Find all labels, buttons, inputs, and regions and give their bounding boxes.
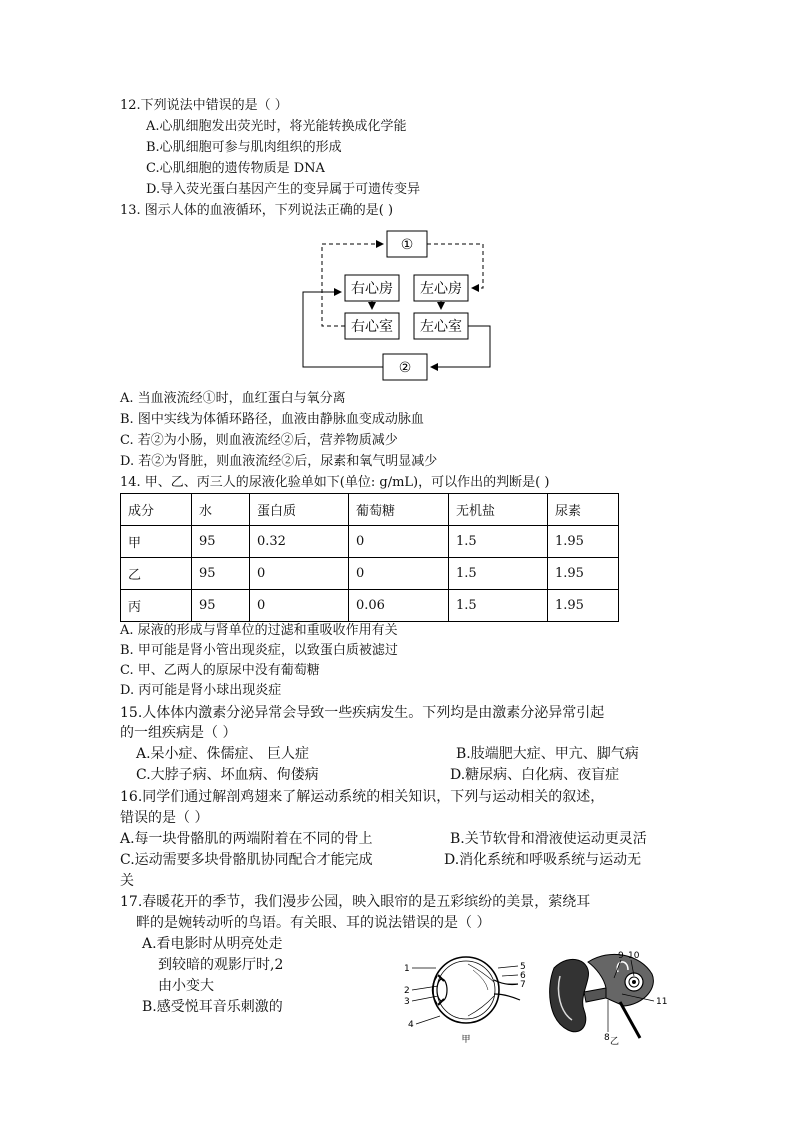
- eye-label-6: 6: [520, 971, 526, 981]
- table-header: 葡萄糖: [349, 494, 449, 526]
- eye-label-2: 2: [404, 986, 410, 996]
- table-header: 水: [192, 494, 250, 526]
- q13-stem: 13. 图示人体的血液循环，下列说法正确的是( ): [120, 203, 394, 218]
- q14-stem: 14. 甲、乙、丙三人的尿液化验单如下(单位: g/mL)，可以作出的判断是( ): [120, 475, 550, 490]
- eye-diagram: [398, 950, 538, 1046]
- q16-option-a: A.每一块骨骼肌的两端附着在不同的骨上: [120, 831, 373, 847]
- ear-diagram: [540, 948, 680, 1046]
- q12-option-b: B.心肌细胞可参与肌肉组织的形成: [146, 140, 342, 155]
- ear-label-10: 10: [628, 951, 640, 961]
- q15-option-d: D.糖尿病、白化病、夜盲症: [450, 767, 620, 783]
- blood-circulation-diagram: [290, 228, 500, 383]
- table-cell: 95: [192, 558, 250, 590]
- table-cell: 0: [349, 558, 449, 590]
- ear-caption: 乙: [610, 1037, 620, 1046]
- q13-option-c: C. 若②为小肠，则血液流经②后，营养物质减少: [120, 433, 398, 448]
- table-header: 成分: [121, 494, 192, 526]
- q16-option-d-continuation: 关: [120, 873, 134, 889]
- right-ventricle-label: 右心室: [351, 319, 393, 335]
- table-cell: 95: [192, 590, 250, 622]
- q15-stem-line2: 的一组疾病是（ ）: [120, 725, 237, 741]
- q15-option-a: A.呆小症、侏儒症、 巨人症: [136, 746, 310, 762]
- q12-stem: 12.下列说法中错误的是（ ）: [120, 98, 288, 113]
- q17-option-a-line2: 到较暗的观影厅时,2: [158, 957, 284, 973]
- q15-option-c: C.大脖子病、坏血病、佝偻病: [136, 767, 319, 783]
- q14-option-d: D. 丙可能是肾小球出现炎症: [120, 683, 282, 698]
- q14-option-a: A. 尿液的形成与肾单位的过滤和重吸收作用有关: [120, 623, 398, 638]
- table-header: 蛋白质: [250, 494, 349, 526]
- q17-option-b: B.感受悦耳音乐刺激的: [142, 999, 283, 1015]
- ear-label-9: 9: [618, 951, 624, 961]
- left-atrium-label: 左心房: [420, 281, 462, 297]
- q12-option-d: D.导入荧光蛋白基因产生的变异属于可遗传变异: [146, 182, 421, 197]
- q15-option-b: B.肢端肥大症、甲亢、脚气病: [456, 746, 639, 762]
- table-cell: 1.95: [548, 558, 619, 590]
- table-cell: 乙: [121, 558, 192, 590]
- lens-icon: [437, 979, 447, 1001]
- table-cell: 0.06: [349, 590, 449, 622]
- q17-option-a-line3: 由小变大: [158, 978, 214, 994]
- table-cell: 0: [250, 558, 349, 590]
- table-cell: 甲: [121, 526, 192, 558]
- q17-option-a-line1: A.看电影时从明亮处走: [142, 936, 283, 952]
- left-ventricle-label: 左心室: [420, 319, 462, 335]
- q13-option-d: D. 若②为肾脏，则血液流经②后，尿素和氧气明显减少: [120, 454, 438, 469]
- q13-option-a: A. 当血液流经①时，血红蛋白与氧分离: [120, 391, 346, 406]
- table-cell: 1.5: [449, 558, 548, 590]
- ear-label-11: 11: [656, 997, 668, 1007]
- q16-option-c: C.运动需要多块骨骼肌协同配合才能完成: [120, 852, 373, 868]
- auricle-icon: [550, 959, 589, 1031]
- q12-option-a: A.心肌细胞发出荧光时，将光能转换成化学能: [146, 119, 407, 134]
- table-header: 无机盐: [449, 494, 548, 526]
- table-cell: 0: [349, 526, 449, 558]
- q16-stem-line2: 错误的是（ ）: [120, 810, 209, 826]
- table-cell: 95: [192, 526, 250, 558]
- table-cell: 0.32: [250, 526, 349, 558]
- eye-caption: 甲: [461, 1035, 471, 1045]
- eye-label-3: 3: [404, 997, 410, 1007]
- urine-test-table: [120, 493, 619, 622]
- table-cell: 1.5: [449, 590, 548, 622]
- ear-label-8: 8: [604, 1033, 610, 1043]
- q16-option-b: B.关节软骨和滑液使运动更灵活: [450, 831, 647, 847]
- right-atrium-label: 右心房: [351, 281, 393, 297]
- table-row: [121, 590, 619, 622]
- eye-label-5: 5: [520, 962, 526, 972]
- q13-option-b: B. 图中实线为体循环路径，血液由静脉血变成动脉血: [120, 412, 424, 427]
- q17-stem-line1: 17.春暖花开的季节，我们漫步公园，映入眼帘的是五彩缤纷的美景，萦绕耳: [120, 894, 591, 910]
- table-row: [121, 526, 619, 558]
- q14-option-c: C. 甲、乙两人的原尿中没有葡萄糖: [120, 663, 320, 678]
- eye-label-1: 1: [404, 964, 410, 974]
- table-cell: 0: [250, 590, 349, 622]
- q14-option-b: B. 甲可能是肾小管出现炎症，以致蛋白质被滤过: [120, 643, 398, 658]
- table-row: [121, 558, 619, 590]
- table-cell: 1.95: [548, 526, 619, 558]
- table-cell: 1.5: [449, 526, 548, 558]
- organ-label-1: ①: [400, 237, 414, 253]
- q15-stem-line1: 15.人体体内激素分泌异常会导致一些疾病发生。下列均是由激素分泌异常引起: [120, 705, 605, 721]
- table-cell: 丙: [121, 590, 192, 622]
- q12-option-c: C.心肌细胞的遗传物质是 DNA: [146, 161, 325, 176]
- table-header: 尿素: [548, 494, 619, 526]
- q16-stem-line1: 16.同学们通过解剖鸡翅来了解运动系统的相关知识，下列与运动相关的叙述，: [120, 789, 605, 805]
- organ-label-2: ②: [398, 360, 412, 376]
- q16-option-d: D.消化系统和呼吸系统与运动无: [444, 852, 642, 868]
- eye-label-4: 4: [408, 1020, 414, 1030]
- table-cell: 1.95: [548, 590, 619, 622]
- table-header-row: [121, 494, 619, 526]
- eye-label-7: 7: [520, 980, 526, 990]
- q17-stem-line2: 畔的是婉转动听的鸟语。有关眼、耳的说法错误的是（ ）: [136, 915, 491, 931]
